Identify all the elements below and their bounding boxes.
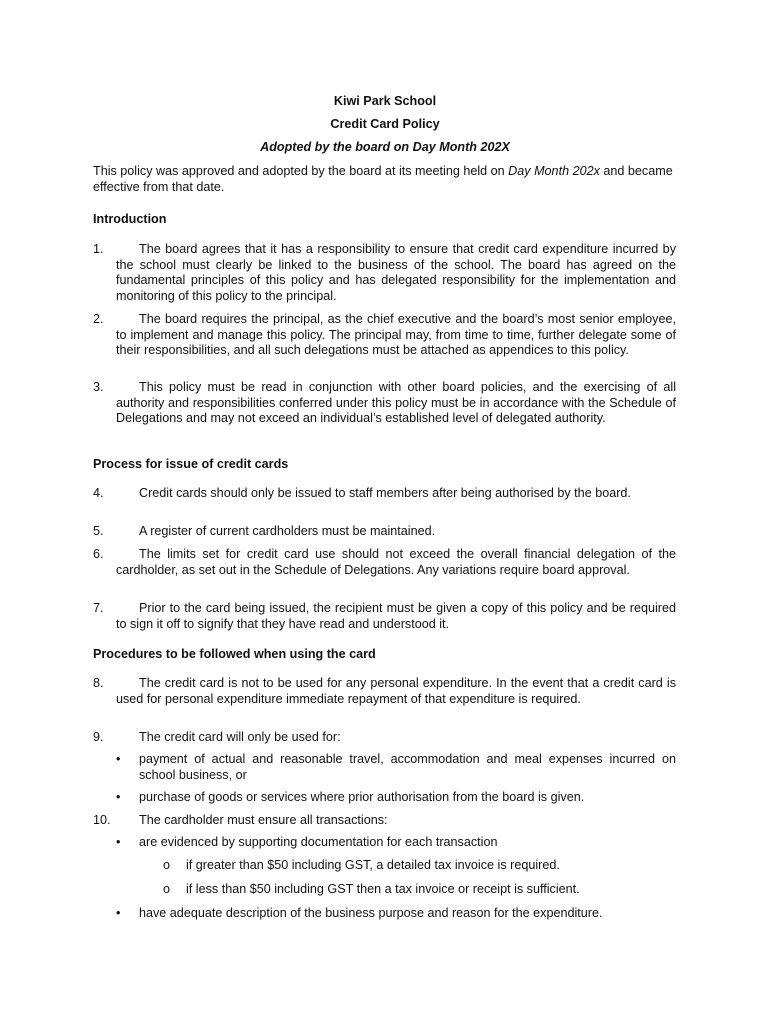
item-number: 9. <box>93 730 104 744</box>
item-number: 8. <box>93 676 104 690</box>
policy-item-2 <box>93 312 676 359</box>
policy-item-7 <box>93 601 676 632</box>
bullet-mark: • <box>116 906 121 920</box>
policy-item-10 <box>93 813 676 829</box>
item-text: The board agrees that it has a responsibility to ensure that credit card expenditure incurred by the school must clearly be linked to the business of the school. The board has agreed on the fundamental principles of this policy and has delegated responsibility for the implementation and monitoring of this policy to the principal. <box>116 242 676 303</box>
policy-item-9 <box>93 730 676 746</box>
document-subtitle: Adopted by the board on Day Month 202X <box>260 140 510 154</box>
bullet-item <box>116 835 676 851</box>
bullet-mark: • <box>116 752 121 766</box>
bullet-text: have adequate description of the business purpose and reason for the expenditure. <box>139 906 603 920</box>
item-text: The cardholder must ensure all transactions: <box>139 813 388 827</box>
bullet-text: payment of actual and reasonable travel, accommodation and meal expenses incurred on school business, or <box>139 752 676 782</box>
item-text: A register of current cardholders must be maintained. <box>139 524 436 538</box>
item-text: Credit cards should only be issued to staff members after being authorised by the board. <box>139 486 631 500</box>
item-number: 3. <box>93 380 104 394</box>
item-text: The credit card will only be used for: <box>139 730 341 744</box>
policy-item-8 <box>93 676 676 707</box>
bullet-text: are evidenced by supporting documentation for each transaction <box>139 835 498 849</box>
sub-bullet-text: if greater than $50 including GST, a detailed tax invoice is required. <box>186 858 560 872</box>
bullet-mark: • <box>116 835 121 849</box>
item-text: The credit card is not to be used for any personal expenditure. In the event that a credit card is used for personal expenditure immediate repayment of that expenditure is required. <box>116 676 676 706</box>
bullet-mark: • <box>116 790 121 804</box>
policy-item-1 <box>93 242 676 304</box>
sub-bullet-mark: o <box>163 882 171 896</box>
intro-text-after: and became effective from that date. <box>93 164 673 194</box>
item-text: Prior to the card being issued, the recipient must be given a copy of this policy and be required to sign it off to signify that they have read and understood it. <box>116 601 676 631</box>
school-name: Kiwi Park School <box>333 94 437 108</box>
intro-text-before: This policy was approved and adopted by the board at its meeting held on <box>93 164 509 178</box>
sub-bullet-item <box>163 882 676 898</box>
item-text: The board requires the principal, as the chief executive and the board’s most senior employee, to implement and manage this policy. The principal may, from time to time, further delegate some of their responsibilities, and all such delegations must be attached as appendices to this policy. <box>116 312 676 358</box>
policy-item-4 <box>93 486 676 502</box>
item-number: 1. <box>93 242 104 256</box>
item-text: This policy must be read in conjunction with other board policies, and the exercising of all authority and responsibilities conferred under this policy must be in accordance with the Schedule of Delegations and may not exceed an individual’s established level of delegated authority. <box>116 380 676 426</box>
item-number: 10. <box>93 813 111 827</box>
section-heading-introduction: Introduction <box>93 212 167 226</box>
section-heading-procedures: Procedures to be followed when using the card <box>93 647 376 661</box>
bullet-item <box>116 906 676 922</box>
sub-bullet-mark: o <box>163 858 171 872</box>
document-title: Credit Card Policy <box>330 117 440 131</box>
item-number: 4. <box>93 486 104 500</box>
policy-item-3 <box>93 380 676 427</box>
bullet-item <box>116 752 676 783</box>
item-number: 5. <box>93 524 104 538</box>
sub-bullet-text: if less than $50 including GST then a tax invoice or receipt is sufficient. <box>186 882 580 896</box>
item-number: 6. <box>93 547 104 561</box>
item-number: 2. <box>93 312 104 326</box>
bullet-text: purchase of goods or services where prior authorisation from the board is given. <box>139 790 585 804</box>
policy-item-5 <box>93 524 676 540</box>
bullet-item <box>116 790 676 806</box>
intro-paragraph <box>93 164 676 195</box>
section-heading-process: Process for issue of credit cards <box>93 457 289 471</box>
intro-date: Day Month 202x <box>508 164 600 178</box>
policy-item-6 <box>93 547 676 578</box>
sub-bullet-item <box>163 858 676 874</box>
item-number: 7. <box>93 601 104 615</box>
item-text: The limits set for credit card use should not exceed the overall financial delegation of the cardholder, as set out in the Schedule of Delegations. Any variations require board approval. <box>116 547 676 577</box>
